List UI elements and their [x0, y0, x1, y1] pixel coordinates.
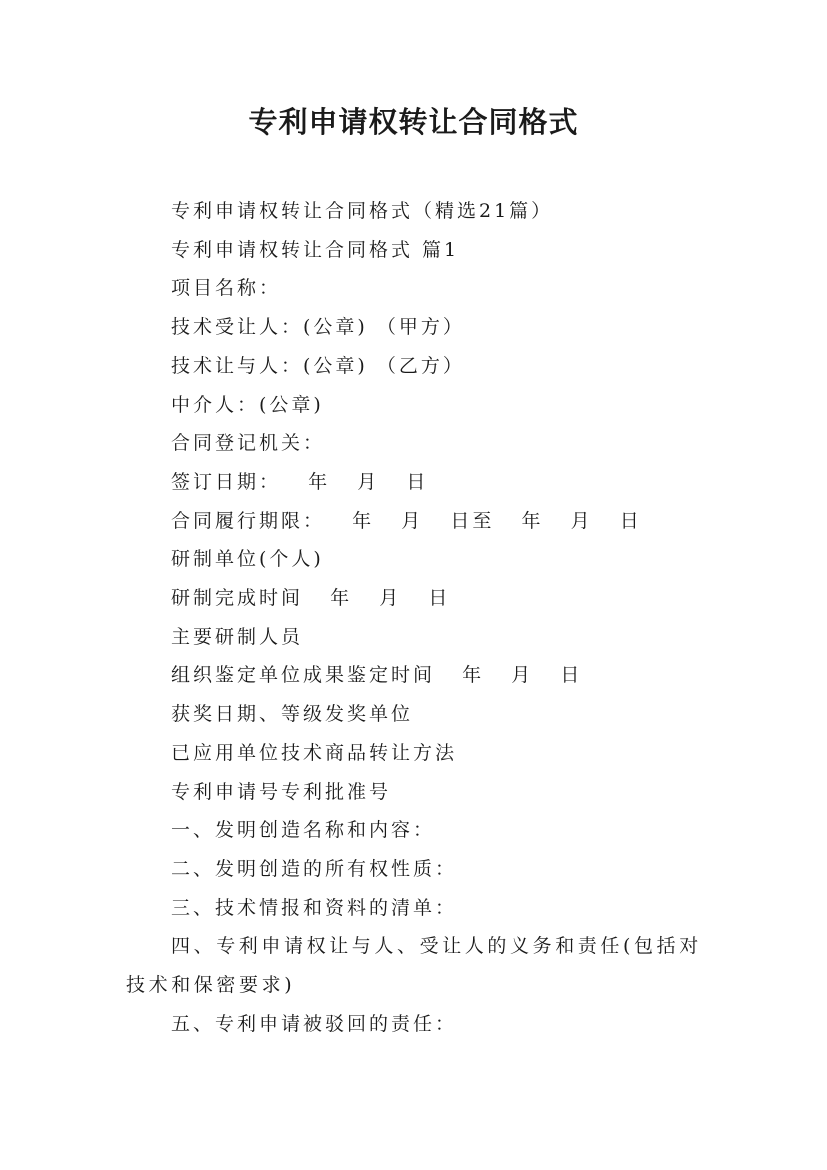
paragraph-developer: 研制单位(个人): [171, 548, 324, 571]
paragraph-clause-4: 四、专利申请权让与人、受让人的义务和责任(包括对技术和保密要求): [126, 935, 702, 997]
paragraph-signing-date: 签订日期： 年 月 日: [171, 470, 429, 493]
paragraph-applied-units: 已应用单位技术商品转让方法: [171, 741, 458, 764]
paragraph-heading: 专利申请权转让合同格式（精选21篇）: [171, 200, 554, 222]
paragraph-section-title: 专利申请权转让合同格式 篇1: [171, 238, 460, 261]
paragraph-clause-3: 三、技术情报和资料的清单：: [171, 896, 458, 919]
paragraph-performance-period: 合同履行期限： 年 月 日至 年 月 日: [171, 509, 642, 532]
paragraph-appraisal: 组织鉴定单位成果鉴定时间 年 月 日: [171, 664, 583, 687]
document-body: [126, 192, 716, 1043]
paragraph-assignee: 技术受让人：(公章) （甲方）: [171, 316, 465, 339]
paragraph-award: 获奖日期、等级发奖单位: [171, 703, 414, 726]
paragraph-main-staff: 主要研制人员: [171, 625, 304, 648]
paragraph-registration-authority: 合同登记机关：: [171, 432, 326, 455]
paragraph-clause-1: 一、发明创造名称和内容：: [171, 819, 436, 842]
paragraph-patent-numbers: 专利申请号专利批准号: [171, 780, 392, 803]
document-title: 专利申请权转让合同格式: [248, 105, 579, 139]
paragraph-clause-5: 五、专利申请被驳回的责任：: [171, 1012, 458, 1035]
paragraph-project-name: 项目名称：: [171, 277, 282, 300]
paragraph-assignor: 技术让与人：(公章) （乙方）: [171, 354, 465, 377]
paragraph-completion-time: 研制完成时间 年 月 日: [171, 587, 451, 610]
paragraph-clause-2: 二、发明创造的所有权性质：: [171, 857, 458, 880]
paragraph-intermediary: 中介人：(公章): [171, 393, 324, 416]
